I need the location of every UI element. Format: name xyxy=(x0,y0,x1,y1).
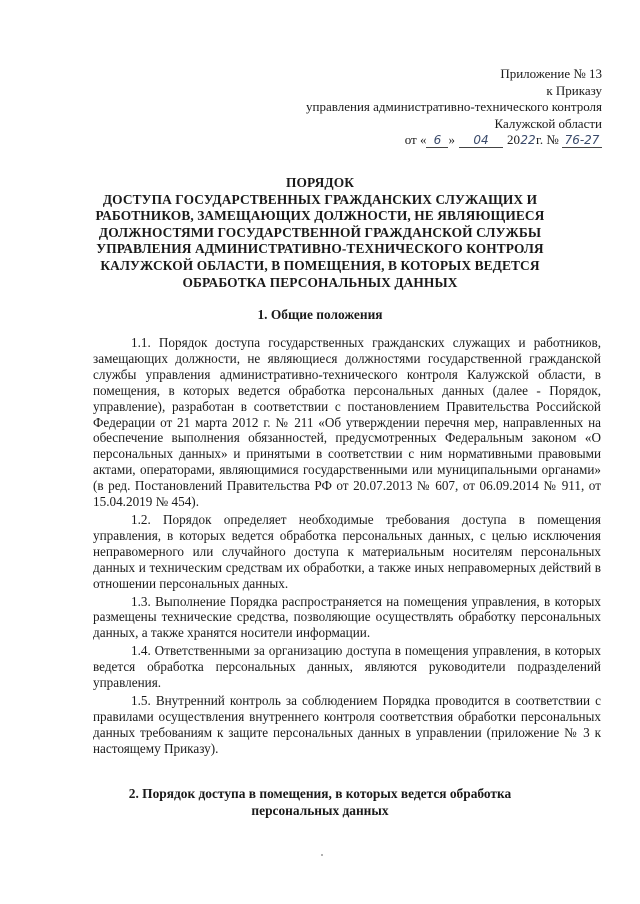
paragraph: 1.4. Ответственными за организацию доступа в помещения управления, в которых ведется обработка персональных данных, являются руководители подразделений управления. xyxy=(93,643,601,691)
section-1-body xyxy=(93,335,601,759)
paragraph: 1.3. Выполнение Порядка распространяется на помещения управления, в которых размещены технические средства, позволяющие осуществлять обработку персональных данных, а также хранятся носители информации. xyxy=(93,593,601,641)
date-prefix: от « xyxy=(404,132,427,147)
handwritten-month: 04 xyxy=(459,133,503,148)
appendix-authority: управления административно-технического контроля xyxy=(306,99,602,114)
appendix-region: Калужской области xyxy=(494,115,602,131)
appendix-header xyxy=(202,66,602,149)
date-mid: » xyxy=(448,132,455,147)
order-date-line xyxy=(202,132,602,149)
handwritten-year: 22 xyxy=(520,133,536,147)
title-line: КАЛУЖСКОЙ ОБЛАСТИ, В ПОМЕЩЕНИЯ, В КОТОРЫХ ВЕДЕТСЯ xyxy=(100,257,540,273)
paragraph: 1.1. Порядок доступа государственных гражданских служащих и работников, замещающих должности, не являющиеся должностями государственной гражданской службы управления административно-технического контроля Калужской области, в помещения, в которых ведется обработка персональных данных (далее - Порядок, управление), разработан в соответствии с постановлением Правительства Российской Федерации от 21 марта 2012 г. № 211 «Об утверждении перечня мер, направленных на обеспечение выполнения обязанностей, предусмотренных Федеральным законом «О персональных данных» и принятыми в соответствии с ним нормативными правовыми актами, операторами, являющимися государственными или муниципальными органами» (в ред. Постановлений Правительства РФ от 20.07.2013 № 607, от 06.09.2014 № 911, от 15.04.2019 № 454). xyxy=(93,335,601,510)
paragraph: 1.2. Порядок определяет необходимые требования доступа в помещения управления, в которых ведется обработка персональных данных, с целью исключения неправомерного или случайного доступа к материальным носителям персональных данных и техническим средствам их обработки, а также иных неправомерных действий в отношении персональных данных. xyxy=(93,511,601,591)
title-line: ПОРЯДОК xyxy=(285,175,355,190)
appendix-number: Приложение № 13 xyxy=(500,66,602,81)
date-year-end: г. № xyxy=(535,132,559,147)
title-line: РАБОТНИКОВ, ЗАМЕЩАЮЩИХ ДОЛЖНОСТИ, НЕ ЯВЛЯЮЩИЕСЯ xyxy=(95,208,545,224)
handwritten-order-number: 76-27 xyxy=(562,133,602,148)
title-line: ДОЛЖНОСТЯМИ ГОСУДАРСТВЕННОЙ ГРАЖДАНСКОЙ СЛУЖБЫ xyxy=(98,224,542,240)
title-line: ОБРАБОТКА ПЕРСОНАЛЬНЫХ ДАННЫХ xyxy=(182,274,458,290)
title-line: ДОСТУПА ГОСУДАРСТВЕННЫХ ГРАЖДАНСКИХ СЛУЖАЩИХ И xyxy=(102,191,538,207)
scan-speck xyxy=(321,854,323,856)
title-line: УПРАВЛЕНИЯ АДМИНИСТРАТИВНО-ТЕХНИЧЕСКОГО КОНТРОЛЯ xyxy=(96,241,544,257)
section-2-heading xyxy=(100,786,540,819)
date-year-prefix: 20 xyxy=(506,132,520,147)
appendix-to-order: к Приказу xyxy=(546,82,602,98)
handwritten-day: 6 xyxy=(426,133,448,148)
section-2-heading-line: 2. Порядок доступа в помещения, в которых ведется обработка xyxy=(128,786,512,801)
section-1-heading: 1. Общие положения xyxy=(257,307,383,322)
paragraph: 1.5. Внутренний контроль за соблюдением Порядка проводится в соответствии с правилами осуществления внутреннего контроля соответствия обработки персональных данных требованиям к защите персональных данных в управлении (приложение № 3 к настоящему Приказу). xyxy=(93,692,601,756)
document-title xyxy=(80,175,560,291)
section-2-heading-line: персональных данных xyxy=(251,802,389,818)
